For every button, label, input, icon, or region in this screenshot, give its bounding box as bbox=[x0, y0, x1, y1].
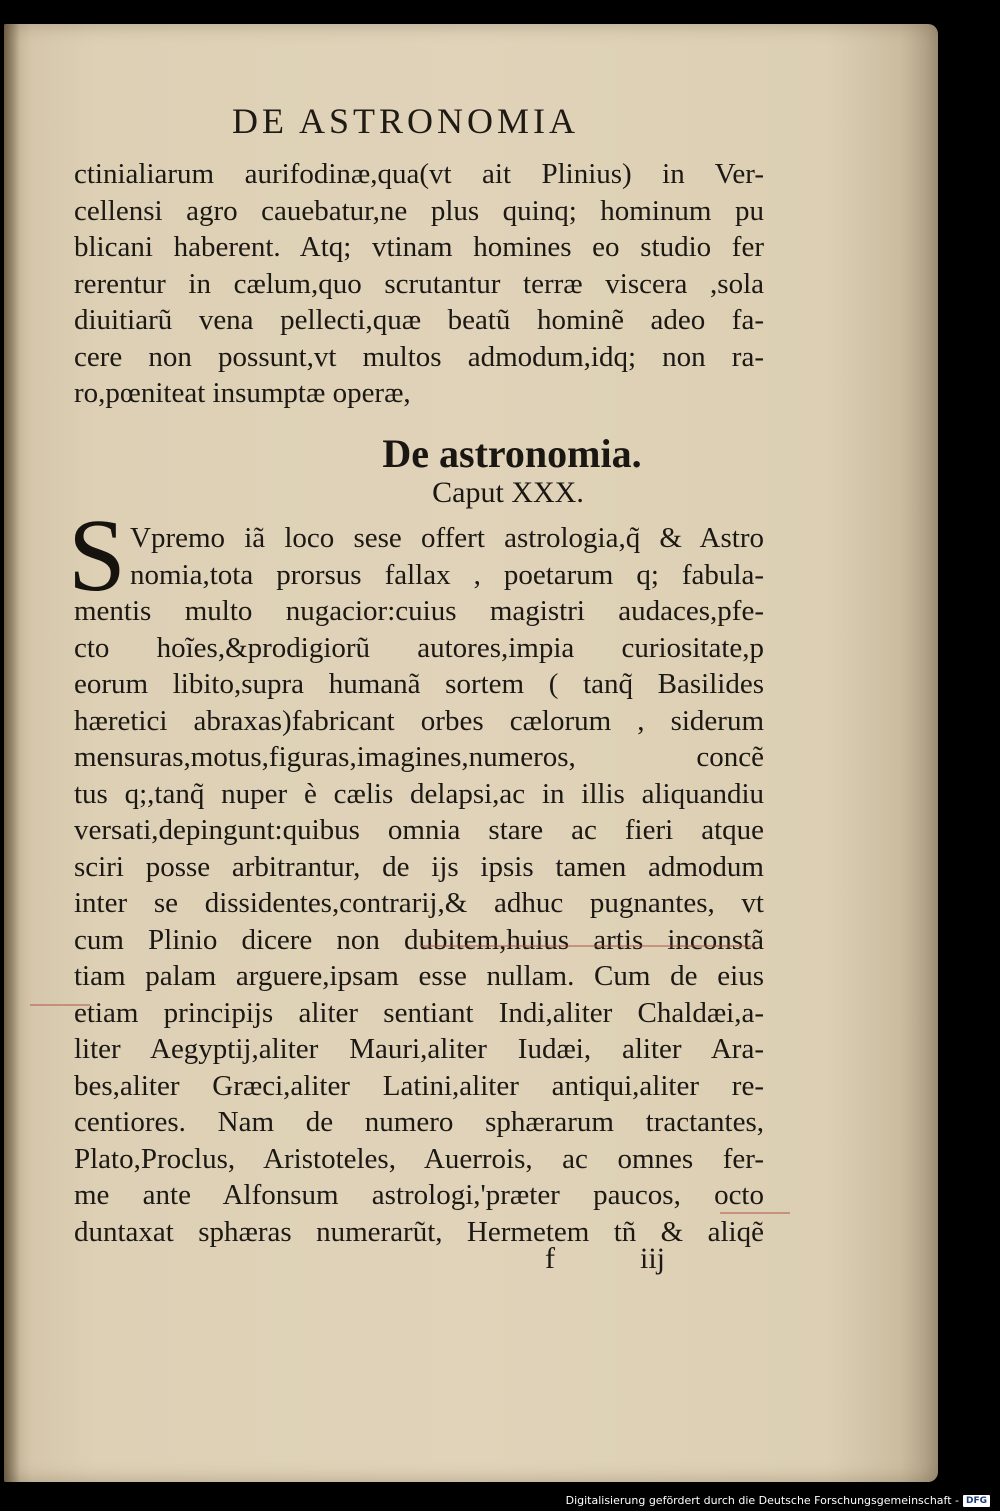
credit-text: Digitalisierung gefördert durch die Deutsche Forschungsgemeinschaft - bbox=[565, 1494, 959, 1507]
text-line: Vpremo iã loco sese offert astrologia,q̃ & Astro bbox=[130, 522, 764, 554]
text-line: nomia,tota prorsus fallax , poetarum q; fabula- bbox=[130, 558, 764, 591]
text-line: cellensi agro cauebatur,ne plus quinq; hominum pu bbox=[74, 194, 764, 227]
chapter-number: Caput XXX. bbox=[432, 476, 584, 509]
running-head: DE ASTRONOMIA bbox=[232, 101, 580, 141]
preceding-paragraph bbox=[74, 156, 764, 412]
text-line: diuitiarũ vena pellecti,quæ beatũ hominẽ adeo fa- bbox=[74, 304, 764, 336]
text-line: cum Plinio dicere non dubitem,huius artis inconstã bbox=[74, 923, 764, 956]
text-line: tiam palam arguere,ipsam esse nullam. Cum de eius bbox=[74, 960, 764, 992]
signature-mark: f bbox=[545, 1242, 555, 1275]
underline-mark bbox=[720, 1212, 790, 1214]
chapter-title: De astronomia. bbox=[382, 431, 642, 476]
text-line: bes,aliter Græci,aliter Latini,aliter antiqui,aliter re- bbox=[74, 1069, 764, 1102]
text-line: centiores. Nam de numero sphærarum tractantes, bbox=[74, 1106, 764, 1138]
text-line: etiam principijs aliter sentiant Indi,aliter Chaldæi,a- bbox=[74, 996, 764, 1029]
folio-number: iij bbox=[640, 1242, 666, 1275]
text-line: ro,pœniteat insumptæ operæ, bbox=[74, 377, 411, 409]
text-line: tus q;,tanq̃ nuper è cælis delapsi,ac in illis aliquandiu bbox=[74, 777, 764, 810]
text-line: versati,depingunt:quibus omnia stare ac fieri atque bbox=[74, 814, 764, 846]
dfg-logo: DFG bbox=[963, 1495, 990, 1507]
text-line: eorum libito,supra humanã sortem ( tanq̃ Basilides bbox=[74, 668, 764, 700]
text-line: liter Aegyptij,aliter Mauri,aliter Iudæi, aliter Ara- bbox=[74, 1033, 764, 1065]
text-line: cto hoĩes,&prodigiorũ autores,impia curiositate,p bbox=[74, 631, 764, 664]
text-line: hæretici abraxas)fabricant orbes cælorum , siderum bbox=[74, 704, 764, 737]
digitization-credit bbox=[566, 1494, 990, 1507]
text-line: sciri posse arbitrantur, de ijs ipsis tamen admodum bbox=[74, 850, 764, 883]
text-line: mentis multo nugacior:cuius magistri audaces,pfe- bbox=[74, 595, 764, 627]
chapter-text bbox=[74, 520, 764, 1250]
text-line: cere non possunt,vt multos admodum,idq; non ra- bbox=[74, 340, 764, 373]
text-line: mensuras,motus,figuras,imagines,numeros, concẽ bbox=[74, 741, 764, 773]
drop-cap: S bbox=[68, 498, 126, 613]
text-line: ctinialiarum aurifodinæ,qua(vt ait Plinius) in Ver- bbox=[74, 158, 764, 190]
text-line: me ante Alfonsum astrologi,'præter paucos, octo bbox=[74, 1179, 764, 1211]
underline-mark bbox=[420, 945, 755, 947]
text-line: rerentur in cælum,quo scrutantur terræ viscera ,sola bbox=[74, 267, 764, 300]
text-line: Plato,Proclus, Aristoteles, Auerrois, ac omnes fer- bbox=[74, 1142, 764, 1175]
text-line: blicani haberent. Atq; vtinam homines eo studio fer bbox=[74, 231, 764, 263]
text-line: inter se dissidentes,contrarij,& adhuc pugnantes, vt bbox=[74, 887, 764, 919]
text-line: duntaxat sphæras numerarũt, Hermetem tñ & aliqẽ bbox=[74, 1215, 764, 1248]
underline-mark bbox=[30, 1004, 90, 1006]
